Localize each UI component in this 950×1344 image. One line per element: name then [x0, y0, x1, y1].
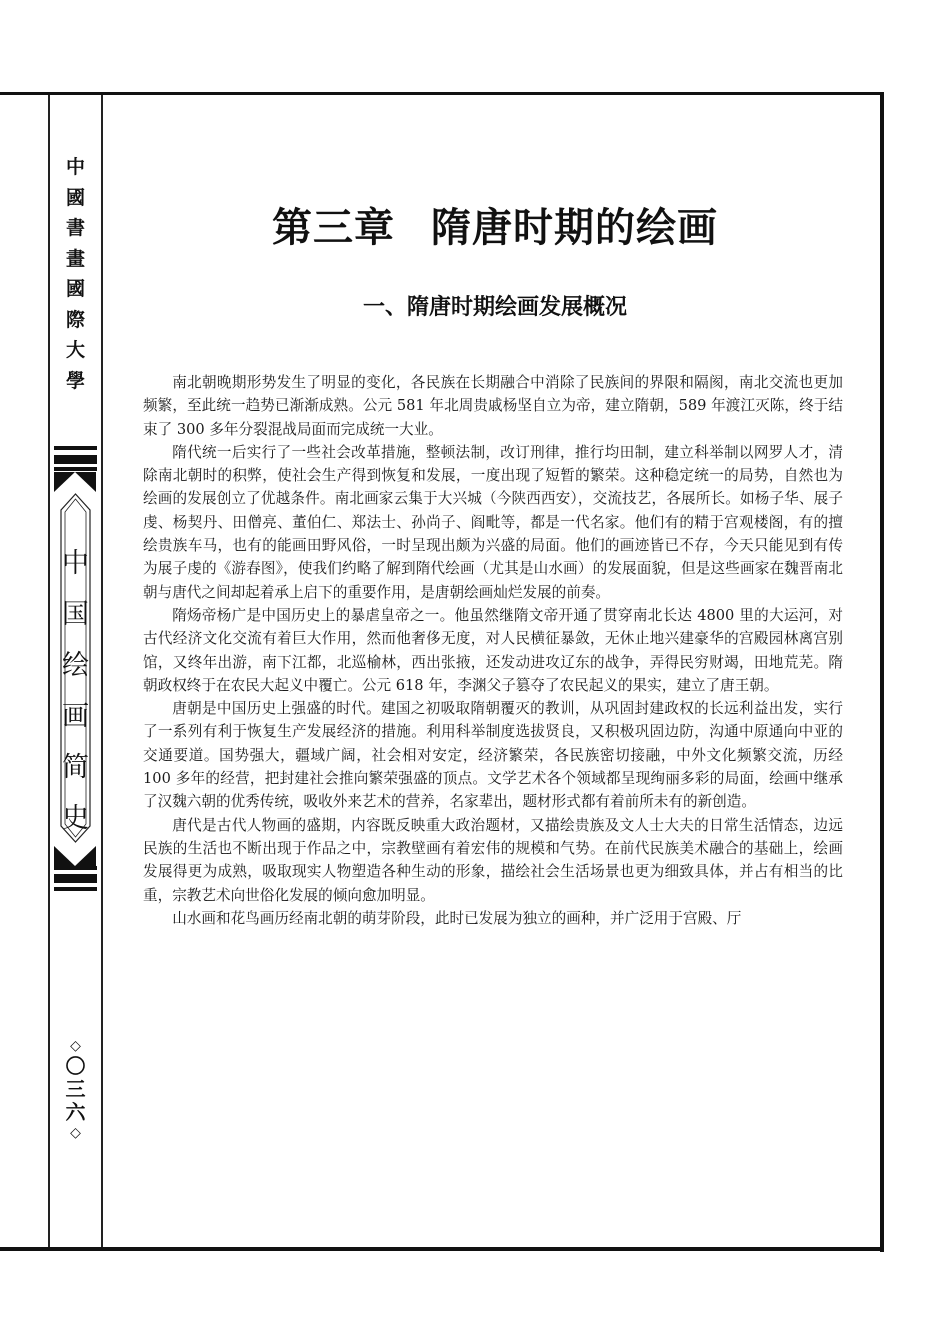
- section-title: 一、隋唐时期绘画发展概况: [362, 295, 627, 320]
- page-frame-top: [0, 92, 884, 95]
- book-title-char: 中: [62, 548, 89, 579]
- page-frame-bottom: [0, 1247, 884, 1251]
- university-char: 畫: [65, 247, 85, 270]
- page-number-char: 三: [65, 1077, 86, 1101]
- chapter-title: [110, 196, 880, 253]
- ornament-bar: [54, 887, 97, 891]
- paragraph: 唐朝是中国历史上强盛的时代。建国之初吸取隋朝覆灭的教训，从巩固封建政权的长远利益出发，实行了一系列有利于恢复生产发展经济的措施。利用科举制度选拔贤良，又积极巩固边防，沟通中原通向中亚的交通要道。国势强大，疆域广阔，社会相对安定，经济繁荣，各民族密切接融，中外文化频繁交流，历经 100 多年的经营，把封建社会推向繁荣强盛的顶点。文学艺术各个领域都呈现绚丽多彩的局面，绘画中继承了汉魏六朝的优秀传统，吸收外来艺术的营养，名家辈出，题材形式都有着前所未有的新创造。: [143, 700, 843, 811]
- university-char: 中: [65, 156, 85, 178]
- book-title-char: 简: [62, 752, 89, 783]
- paragraph: 山水画和花鸟画历经南北朝的萌芽阶段，此时已发展为独立的画种，并广泛用于宫殿、厅: [172, 909, 742, 927]
- ornament-bar: [54, 446, 97, 450]
- ornament-bar: [54, 455, 97, 464]
- university-char: 書: [65, 217, 85, 239]
- chapter-name: 隋唐时期的绘画: [431, 205, 718, 251]
- book-title-char: 画: [62, 701, 89, 732]
- ornament-bar: [54, 874, 97, 883]
- diamond-icon: ◇: [70, 1125, 81, 1141]
- book-title-char: 绘: [62, 650, 89, 681]
- book-title-char: 史: [62, 803, 89, 834]
- ornament-bar: [54, 866, 97, 870]
- chapter-number: 第三章: [272, 205, 395, 251]
- paragraph: 隋炀帝杨广是中国历史上的暴虐皇帝之一。他虽然继隋文帝开通了贯穿南北长达 4800 里的大运河，对古代经济文化交流有着巨大作用，然而他奢侈无度，对人民横征暴敛，无休止地兴建豪华的宫殿园林离宫别馆，又终年出游，南下江都，北巡榆林，西出张掖，还发动进攻辽东的战争，弄得民穷财竭，田地荒芜。隋朝政权终于在农民大起义中覆亡。公元 618 年，李渊父子篡夺了农民起义的果实，建立了唐王朝。: [143, 606, 843, 694]
- university-char: 國: [65, 186, 85, 209]
- diamond-icon: ◇: [70, 1038, 81, 1054]
- sidebar-rule-outer: [48, 95, 50, 1247]
- university-char: 國: [65, 278, 85, 300]
- paragraph: 南北朝晚期形势发生了明显的变化，各民族在长期融合中消除了民族间的界限和隔阂，南北交流也更加频繁，至此统一趋势已渐渐成熟。公元 581 年北周贵戚杨坚自立为帝，建立隋朝，589 年渡江灭陈，终于结束了 300 多年分裂混战局面而完成统一大业。: [143, 374, 843, 438]
- page-frame-right: [880, 92, 884, 1252]
- ornament-bar: [54, 467, 97, 471]
- paragraph: 唐代是古代人物画的盛期，内容既反映重大政治题材，又描绘贵族及文人士大夫的日常生活情态，边远民族的生活也不断出现于作品之中，宗教壁画有着宏伟的规模和气势。在前代民族美术融合的基础上，绘画发展得更为成熟，吸取现实人物塑造各种生动的形象，描绘社会生活场景也更为细致具体，并占有相当的比重，宗教艺术向世俗化发展的倾向愈加明显。: [143, 816, 843, 904]
- page-number-char: 〇: [65, 1054, 86, 1078]
- paragraph: 隋代统一后实行了一些社会改革措施，整顿法制，改订刑律，推行均田制，建立科举制以网罗人才，清除南北朝时的积弊，使社会生产得到恢复和发展，一度出现了短暂的繁荣。这种稳定统一的局势，自然也为绘画的发展创立了优越条件。南北画家云集于大兴城（今陕西西安），交流技艺，各展所长。如杨子华、展子虔、杨契丹、田僧亮、董伯仁、郑法士、孙尚子、阎毗等，都是一代名家。他们有的精于宫观楼阁，有的擅绘贵族车马，也有的能画田野风俗，一时呈现出颇为兴盛的局面。他们的画迹皆已不存，今天只能见到有传为展子虔的《游春图》，使我们约略了解到隋代绘画（尤其是山水画）的发展面貌，但是这些画家在魏晋南北朝与唐代之间却起着承上启下的重要作用，是唐朝绘画灿烂发展的前奏。: [143, 443, 843, 601]
- university-char: 際: [65, 308, 85, 331]
- sidebar-rule-inner: [101, 95, 103, 1247]
- book-title-char: 国: [62, 599, 89, 630]
- university-char: 大: [65, 339, 85, 361]
- body-text: [143, 371, 843, 930]
- page-number: [52, 1037, 99, 1142]
- sidebar-university-name: [52, 152, 99, 396]
- sidebar-book-title: [52, 538, 99, 844]
- page-number-char: 六: [65, 1100, 86, 1124]
- ornament-cap-bottom: [54, 846, 96, 866]
- university-char: 學: [65, 369, 85, 392]
